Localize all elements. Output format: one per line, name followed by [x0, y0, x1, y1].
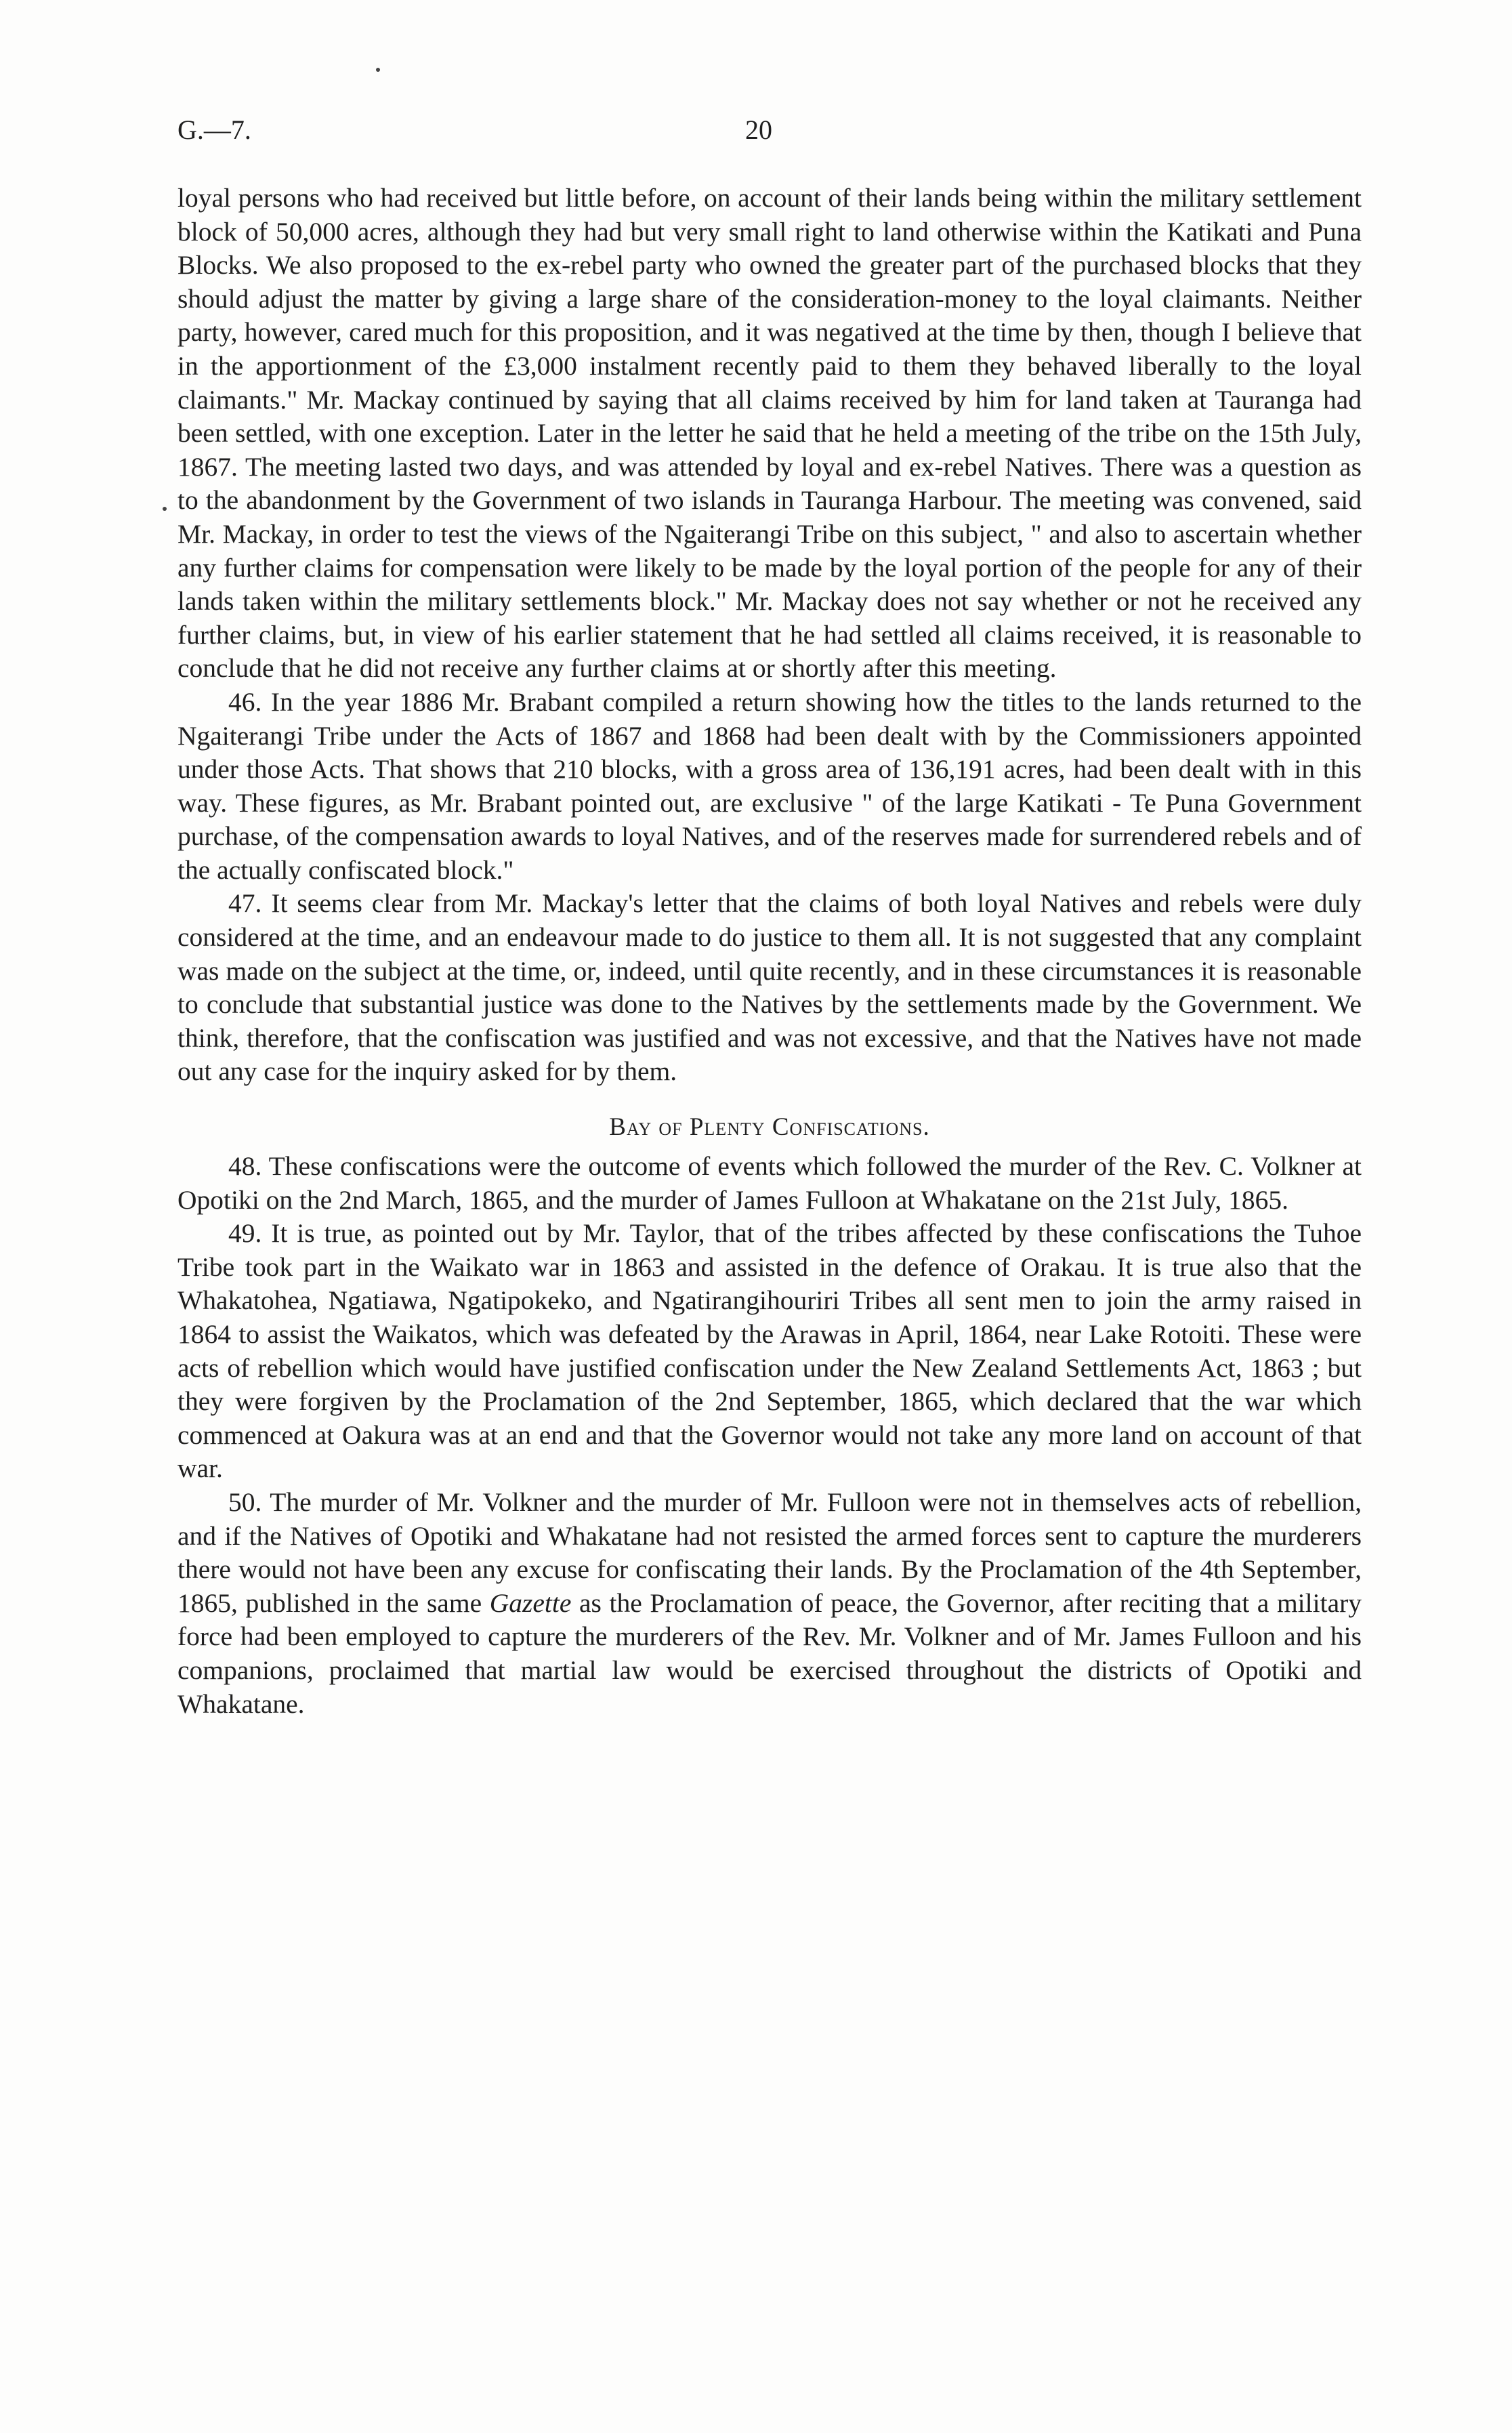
stray-mark — [376, 68, 380, 72]
section-heading: Bay of Plenty Confiscations. — [609, 1113, 930, 1142]
paragraph-50 — [177, 1486, 1362, 1721]
paragraph-50-part-1: 50. The murder of Mr. Volkner and the murder of Mr. Fulloon were not in themselves acts of rebellion, and if the Natives of Opotiki and Whakatane had not resisted the armed forces sent to capture the murderers there would not have been any excuse for confiscating their lands. By the Proclamation of the 4th September, 1865, published in the same — [177, 1486, 1362, 1618]
page-header — [177, 114, 1370, 154]
document-reference: G.—7. — [177, 115, 251, 145]
paragraph-46: 46. In the year 1886 Mr. Brabant compiled a return showing how the titles to the lands returned to the Ngaiterangi Tribe under the Acts of 1867 and 1868 had been dealt with by the Commissioners appointed under those Acts. That shows that 210 blocks, with a gross area of 136,191 acres, had been dealt with in this way. These figures, as Mr. Brabant pointed out, are exclusive " of the large Katikati - Te Puna Government purchase, of the compensation awards to loyal Natives, and of the reserves made for surrendered rebels and of the actually confiscated block." — [177, 686, 1362, 885]
paragraph-continuation: loyal persons who had received but little before, on account of their lands being within the military settlement block of 50,000 acres, although they had but very small right to land otherwise within the Katikati and Puna Blocks. We also proposed to the ex-rebel party who owned the greater part of the purchased blocks that they should adjust the matter by giving a large share of the consideration-money to the loyal claimants. Neither party, however, cared much for this proposition, and it was negatived at the time by then, though I believe that in the apportionment of the £3,000 instalment recently paid to them they behaved liberally to the loyal claimants." Mr. Mackay continued by saying that all claims received by him for land taken at Tauranga had been settled, with one exception. Later in the letter he said that he held a meeting of the tribe on the 15th July, 1867. The meeting lasted two days, and was attended by loyal and ex-rebel Natives. There was a question as to the abandonment by the Government of two islands in Tauranga Harbour. The meeting was convened, said Mr. Mackay, in order to test the views of the Ngaiterangi Tribe on this subject, " and also to ascertain whether any further claims for compensation were likely to be made by the loyal portion of the people for any of their lands taken within the military settlements block." Mr. Mackay does not say whether or not he received any further claims, but, in view of his earlier statement that he had settled all claims received, it is reasonable to conclude that he did not receive any further claims at or shortly after this meeting. — [177, 183, 1362, 684]
page-number: 20 — [745, 115, 772, 145]
paragraph-47: 47. It seems clear from Mr. Mackay's letter that the claims of both loyal Natives and rebels were duly considered at the time, and an endeavour made to do justice to them all. It is not suggested that any complaint was made on the subject at the time, or, indeed, until quite recently, and in these circumstances it is reasonable to conclude that substantial justice was done to the Natives by the settlements made by the Government. We think, therefore, that the confiscation was justified and was not excessive, and that the Natives have not made out any case for the inquiry asked for by them. — [177, 888, 1362, 1087]
paragraph-50-part-2: as the Proclamation of peace, the Governor, after reciting that a military force had been employed to capture the murderers of the Rev. Mr. Volkner and of Mr. James Fulloon and his companions, proclaimed that martial law would be exercised throughout the districts of Opotiki and Whakatane. — [177, 1587, 1362, 1719]
body-text — [177, 182, 1362, 1721]
paragraph-48: 48. These confiscations were the outcome of events which followed the murder of the Rev. C. Volkner at Opotiki on the 2nd March, 1865, and the murder of James Fulloon at Whakatane on the 21st July, 1865. — [177, 1151, 1362, 1215]
stray-mark — [163, 507, 167, 511]
paragraph-49: 49. It is true, as pointed out by Mr. Taylor, that of the tribes affected by these confiscations the Tuhoe Tribe took part in the Waikato war in 1863 and assisted in the defence of Orakau. It is true also that the Whakatohea, Ngatiawa, Ngatipokeko, and Ngatirangihouriri Tribes all sent men to join the army raised in 1864 to assist the Waikatos, which was defeated by the Arawas in April, 1864, near Lake Rotoiti. These were acts of rebellion which would have justified confiscation under the New Zealand Settlements Act, 1863 ; but they were forgiven by the Proclamation of the 2nd September, 1865, which declared that the war which commenced at Oakura was at an end and that the Governor would not take any more land on account of that war. — [177, 1218, 1362, 1484]
gazette-title: Gazette — [489, 1587, 572, 1618]
